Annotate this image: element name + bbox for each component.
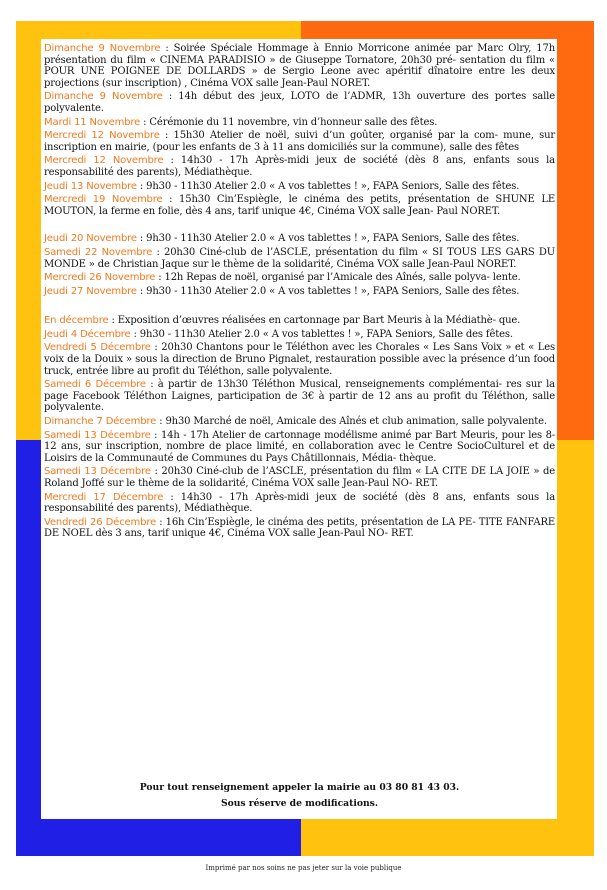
event-text: : Exposition d’œuvres réalisées en cartonnage par Bart Meuris à la Médiathè- que. [108, 315, 521, 327]
event-entry [44, 233, 555, 245]
event-entry [44, 492, 555, 515]
footer-info [44, 780, 555, 812]
contact-line: Pour tout renseignement appeler la mairie au 03 80 81 43 03. [139, 782, 460, 793]
event-date: En décembre [44, 315, 109, 327]
event-list [44, 43, 555, 542]
event-date: Jeudi 4 Décembre [44, 328, 131, 340]
event-entry [44, 43, 555, 89]
event-entry [44, 430, 555, 465]
event-date: Vendredi 26 Décembre [44, 516, 157, 528]
event-entry [44, 194, 555, 217]
event-date: Jeudi 20 Novembre [44, 233, 137, 245]
event-date: Samedi 22 Novembre [44, 246, 153, 258]
event-entry [44, 416, 555, 428]
event-date: Dimanche 9 Novembre [44, 43, 161, 54]
event-text: : 14h30 - 17h Après-midi jeux de société (dès 8 ans, enfants sous la responsabilité des parents), Médiathèque. [44, 491, 556, 515]
notice-line: Sous réserve de modifications. [220, 798, 379, 809]
event-date: Mercredi 17 Décembre [44, 491, 164, 503]
event-text: : à partir de 13h30 Téléthon Musical, renseignements complémentai- res sur la page Facebook Téléthon Laignes, participation de 3€ à partir de 12 ans au profit du Téléthon, salle polyvalente. [44, 379, 555, 414]
event-text: : 14h - 17h Atelier de cartonnage modélisme animé par Bart Meuris, pour les 8-12 ans, sur inscription, nombre de place limité, en collaboration avec le Centre SocioCulturel et de Loisirs de la Communauté de Communes du Pays Châtillonnais, Média- thèque. [44, 429, 556, 464]
imprint-note: Imprimé par nos soins ne pas jeter sur la voie publique [205, 864, 402, 872]
event-text: : 15h30 Atelier de noël, suivi d’un goûter, organisé par la com- mune, sur inscription en mairie, (pour les enfants de 3 à 11 ans domiciliés sur la commune), salle des fêtes [44, 130, 555, 153]
event-entry [44, 272, 555, 284]
event-text: : 9h30 - 11h30 Atelier 2.0 « A vos tablettes ! », FAPA Seniors, Salle des fêtes. [136, 233, 520, 245]
event-text: : 20h30 Ciné-club de l’ASCLE, présentation du film « LA CITE DE LA JOIE » de Roland Joffé sur le thème de la solidarité, Cinéma VOX salle Jean-Paul NO- RET. [44, 466, 556, 489]
event-date: Mercredi 12 Novembre [44, 130, 160, 142]
event-text: : 20h30 Ciné-club de l’ASCLE, présentation du film « SI TOUS LES GARS DU MONDE » de Christian Jaque sur le thème de la solidarité, Cinéma VOX salle Jean-Paul NORET. [44, 246, 555, 270]
event-entry [44, 130, 555, 153]
event-entry [44, 155, 555, 178]
event-date: Jeudi 27 Novembre [44, 285, 137, 297]
event-date: Mercredi 19 Novembre [44, 194, 163, 206]
event-text: : 9h30 - 11h30 Atelier 2.0 « A vos tablettes ! », FAPA Seniors, Salle des fêtes. [136, 180, 520, 192]
event-date: Mercredi 12 Novembre [44, 155, 164, 167]
event-entry [44, 342, 555, 377]
event-entry [44, 329, 555, 341]
event-text: : Cérémonie du 11 novembre, vin d’honneur salle des fêtes. [140, 116, 438, 128]
event-date: Samedi 13 Décembre [44, 429, 151, 441]
event-entry [44, 517, 555, 540]
event-entry [44, 466, 555, 489]
event-date: Jeudi 13 Novembre [44, 180, 137, 192]
event-entry [44, 315, 555, 327]
event-text: : 9h30 - 11h30 Atelier 2.0 « A vos tablettes ! », FAPA Seniors, Salle des fêtes. [130, 328, 513, 340]
event-date: Dimanche 9 Novembre [44, 91, 163, 103]
event-text: : 14h30 - 17h Après-midi jeux de société (dès 8 ans, enfants sous la responsabilité des parents), Médiathèque. [44, 155, 555, 178]
event-text: : Soirée Spéciale Hommage à Ennio Morricone animée par Marc Olry, 17h présentation du film « CINEMA PARADISIO » de Giuseppe Tornatore, 20h30 pré- sentation du film « POUR UNE POIGNEE DE DOLLARDS » de Sergio Leone avec apéritif dînatoire entre les deux projections (sur inscription) , Cinéma VOX salle Jean-Paul NORET. [44, 43, 555, 89]
event-entry [44, 91, 555, 114]
event-entry [44, 117, 555, 129]
event-date: Vendredi 5 Décembre [44, 342, 151, 354]
event-text: : 16h Cin’Espiègle, le cinéma des petits, présentation de LA PE- TITE FANFARE DE NOEL dès 3 ans, tarif unique 4€, Cinéma VOX salle Jean-Paul NO- RET. [44, 516, 555, 540]
event-text: : 9h30 - 11h30 Atelier 2.0 « A vos tablettes ! », FAPA Seniors, Salle des fêtes. [136, 285, 520, 297]
event-entry [44, 379, 555, 414]
event-text: : 15h30 Cin’Espiègle, le cinéma des petits, présentation de SHUNE LE MOUTON, la ferme en folie, dès 4 ans, tarif unique 4€, Cinéma VOX salle Jean- Paul NORET. [44, 194, 555, 217]
event-text: : 9h30 Marché de noël, Amicale des Aînés et club animation, salle polyvalente. [156, 416, 547, 428]
event-date: Samedi 13 Décembre [44, 466, 151, 478]
event-text: : 20h30 Chantons pour le Téléthon avec les Chorales « Les Sans Voix » et « Les voix de la Douix » sous la direction de Bruno Pignalet, restauration possible avec la présence d’un food truck, entrée libre au profit du Téléthon, salle polyvalente. [44, 342, 556, 377]
event-date: Samedi 6 Décembre [44, 379, 146, 391]
event-text: : 14h début des jeux, LOTO de l’ADMR, 13h ouverture des portes salle polyvalente. [44, 91, 555, 114]
event-entry [44, 247, 555, 270]
event-date: Mardi 11 Novembre [44, 116, 141, 128]
event-date: Dimanche 7 Décembre [44, 416, 157, 428]
event-entry [44, 181, 555, 193]
event-text: : 12h Repas de noël, organisé par l’Amicale des Aînés, salle polyva- lente. [155, 272, 521, 284]
event-date: Mercredi 26 Novembre [44, 272, 156, 284]
event-entry [44, 286, 555, 298]
